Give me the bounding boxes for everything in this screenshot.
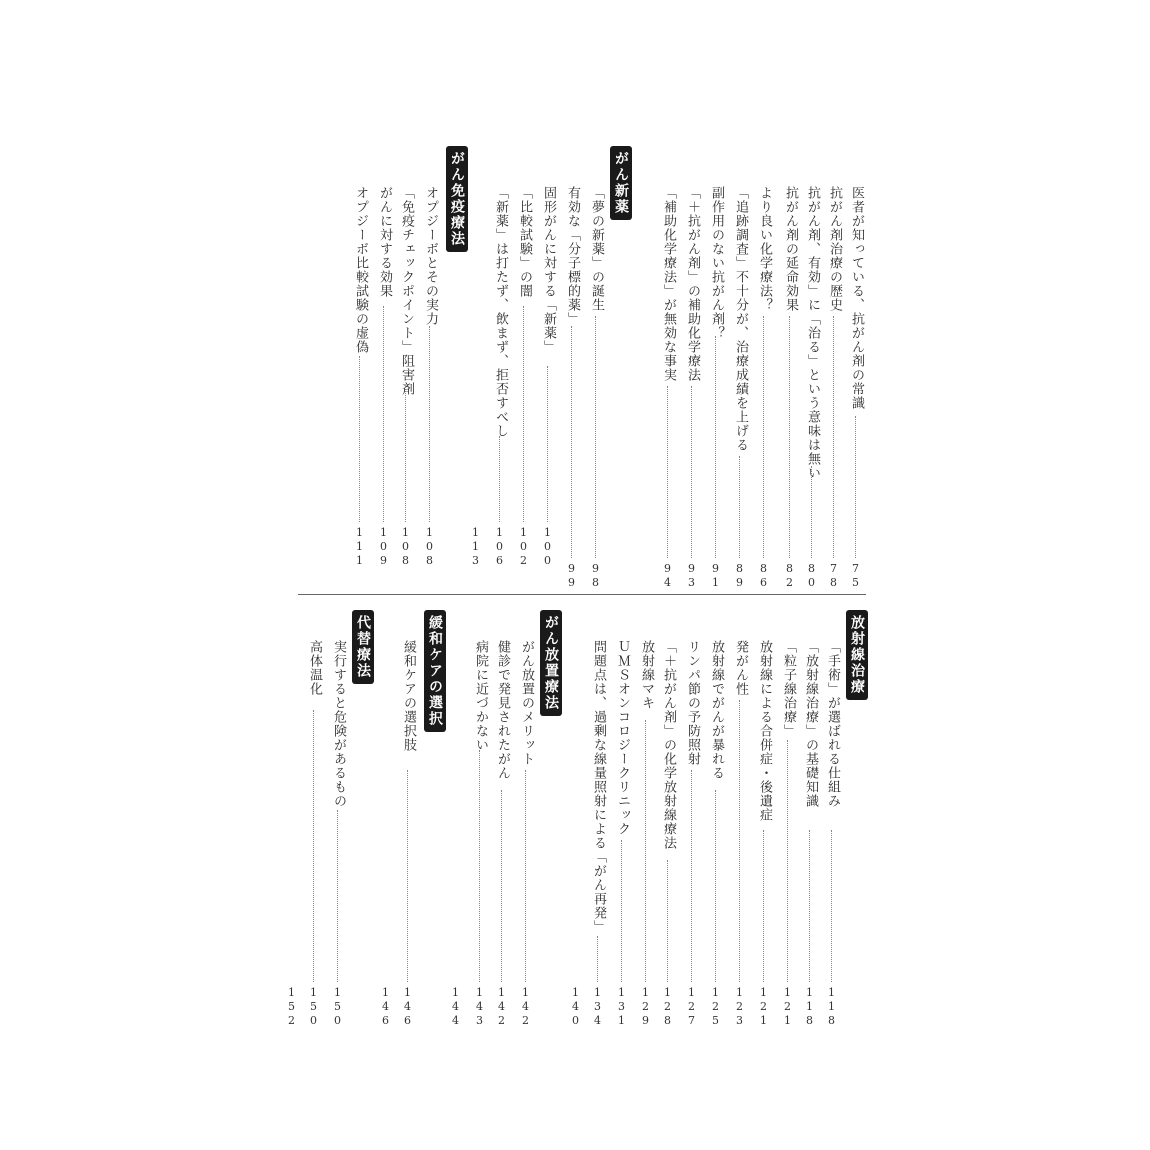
page-number: 140 [569,986,582,1028]
entry-title: 放射線でがんが暴れる [709,640,724,780]
entry-title: 抗がん剤、有効」に「治る」という意味は無い [805,186,820,480]
entry-title: 病院に近づかない [473,640,488,752]
dot-leader [833,316,834,558]
dot-leader [831,830,832,982]
page-number: 102 [517,526,530,568]
page-number: 86 [757,562,770,590]
page-number: 108 [423,526,436,568]
page-number: 150 [331,986,344,1028]
page-number: 121 [781,986,794,1028]
page-number: 134 [591,986,604,1028]
dot-leader [645,720,646,982]
dot-leader [359,356,360,522]
dot-leader [621,840,622,982]
entry-title: 「手術」が選ばれる仕組み [825,640,840,808]
entry-title: ＵＭＳオンコロジークリニック [615,640,630,836]
entry-title: 高体温化 [307,640,322,696]
entry-title: 「＋抗がん剤」の化学放射線療法 [661,640,676,850]
entry-title: 「＋抗がん剤」の補助化学療法 [685,186,700,382]
page-number: 129 [639,986,652,1028]
page-number: 152 [285,986,298,1028]
dot-leader [313,710,314,982]
chapter-heading: 放射線治療 [846,610,868,700]
page-number: 142 [495,986,508,1028]
chapter-heading: 緩和ケアの選択 [424,610,446,732]
page-number: 127 [685,986,698,1028]
dot-leader [809,830,810,982]
entry-title: 放射線による合併症・後遺症 [757,640,772,822]
chapter-heading: 代替療法 [352,610,374,684]
entry-title: 「補助化学療法」が無効な事実 [661,186,676,382]
page-number: 125 [709,986,722,1028]
page-number: 106 [493,526,506,568]
dot-leader [855,416,856,558]
page-number: 93 [685,562,698,590]
entry-title: リンパ節の予防照射 [685,640,700,766]
dot-leader [523,306,524,522]
page-number: 109 [377,526,390,568]
page-number: 150 [307,986,320,1028]
dot-leader [597,936,598,982]
page-number: 82 [783,562,796,590]
entry-title: オプジーボとその実力 [423,186,438,326]
page-number: 80 [805,562,818,590]
dot-leader [547,366,548,522]
dot-leader [763,830,764,982]
entry-title: 医者が知っている、抗がん剤の常識 [849,186,864,410]
page-number: 142 [519,986,532,1028]
dot-leader [667,386,668,558]
page-number: 131 [615,986,628,1028]
entry-title: 「免疫チェックポイント」阻害剤 [399,186,414,396]
page-number: 89 [733,562,746,590]
section-divider [298,594,866,595]
entry-title: 「夢の新薬」の誕生 [589,186,604,312]
dot-leader [479,750,480,982]
entry-title: 健診で発見されたがん [495,640,510,780]
dot-leader [667,860,668,982]
dot-leader [525,770,526,982]
entry-title: 「追跡調査」不十分が、治療成績を上げる [733,186,748,452]
chapter-heading: がん放置療法 [540,610,562,716]
dot-leader [337,810,338,982]
entry-title: 放射線マキ [639,640,654,710]
entry-title: 「新薬」は打たず、飲まず、拒否すべし [493,186,508,438]
page-number: 75 [849,562,862,590]
page-number: 94 [661,562,674,590]
chapter-heading: がん免疫療法 [446,146,468,252]
entry-title: 緩和ケアの選択肢 [401,640,416,752]
page-number: 108 [399,526,412,568]
dot-leader [405,386,406,522]
page-number: 99 [565,562,578,590]
entry-title: がん放置のメリット [519,640,534,766]
page-number: 144 [449,986,462,1028]
dot-leader [787,740,788,982]
entry-title: 「粒子線治療」 [781,640,796,738]
dot-leader [429,326,430,522]
dot-leader [739,456,740,558]
page-number: 146 [401,986,414,1028]
dot-leader [595,316,596,558]
entry-title: 「放射線治療」の基礎知識 [803,640,818,808]
page-number: 121 [757,986,770,1028]
entry-title: 問題点は、過剰な線量照射による「がん再発」 [591,640,606,934]
chapter-heading: がん新薬 [610,146,632,220]
entry-title: がんに対する効果 [377,186,392,298]
entry-title: オプジーボ比較試験の虚偽 [353,186,368,354]
page-number: 128 [661,986,674,1028]
page-number: 78 [827,562,840,590]
page-number: 118 [825,986,838,1028]
dot-leader [715,790,716,982]
entry-title: より良い化学療法？ [757,186,772,312]
page-number: 91 [709,562,722,590]
dot-leader [383,306,384,522]
dot-leader [571,326,572,558]
page-number: 146 [379,986,392,1028]
dot-leader [501,790,502,982]
entry-title: 有効な「分子標的薬」 [565,186,580,326]
page-number: 98 [589,562,602,590]
entry-title: 発がん性 [733,640,748,696]
page-number: 113 [469,526,482,568]
dot-leader [811,466,812,558]
dot-leader [789,316,790,558]
page-number: 111 [353,526,366,568]
page-number: 118 [803,986,816,1028]
dot-leader [739,700,740,982]
page-number: 143 [473,986,486,1028]
page-number: 123 [733,986,746,1028]
entry-title: 抗がん剤治療の歴史 [827,186,842,312]
dot-leader [763,316,764,558]
dot-leader [691,386,692,558]
dot-leader [499,436,500,522]
dot-leader [715,336,716,558]
entry-title: 固形がんに対する「新薬」 [541,186,556,354]
dot-leader [691,770,692,982]
entry-title: 副作用のない抗がん剤？ [709,186,724,340]
entry-title: 実行すると危険があるもの [331,640,346,808]
page-number: 100 [541,526,554,568]
entry-title: 抗がん剤の延命効果 [783,186,798,312]
entry-title: 「比較試験」の闇 [517,186,532,298]
dot-leader [407,770,408,982]
